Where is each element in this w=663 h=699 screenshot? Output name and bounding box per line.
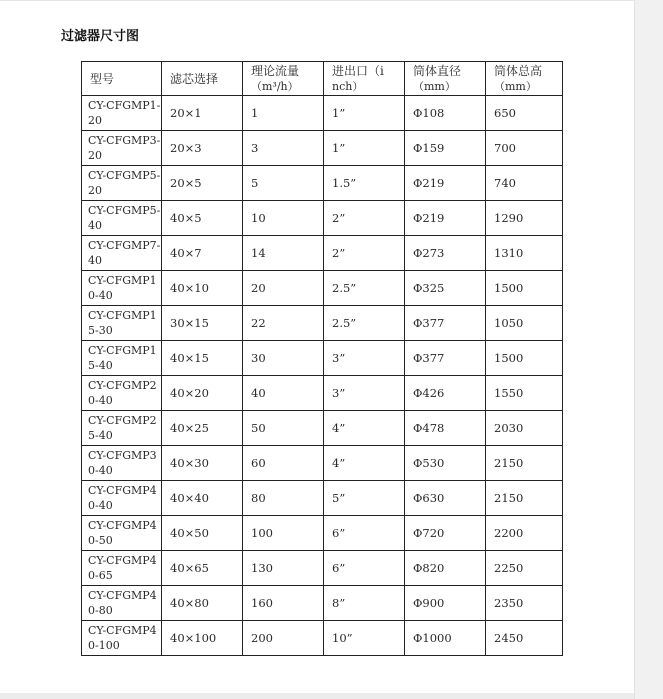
header-unit: （mm）: [413, 80, 456, 93]
filter-dimension-table: [81, 61, 563, 656]
header-label: 进出口（i: [332, 64, 384, 78]
cell-flow: 160: [243, 586, 324, 621]
cell-diameter: Φ900: [405, 586, 486, 621]
cell-flow: 40: [243, 376, 324, 411]
cell-cartridge: 40×15: [162, 341, 243, 376]
cell-cartridge: 20×5: [162, 166, 243, 201]
table-row: [82, 306, 563, 341]
cell-cartridge: 40×5: [162, 201, 243, 236]
cell-inlet: 1”: [324, 131, 405, 166]
table-row: [82, 586, 563, 621]
cell-model: CY-CFGMP5-20: [82, 166, 162, 201]
cell-cartridge: 40×7: [162, 236, 243, 271]
cell-diameter: Φ630: [405, 481, 486, 516]
cell-flow: 130: [243, 551, 324, 586]
cell-cartridge: 40×25: [162, 411, 243, 446]
header-cell-inlet: [324, 62, 405, 96]
cell-flow: 1: [243, 96, 324, 131]
cell-model: CY-CFGMP40-100: [82, 621, 162, 656]
cell-inlet: 2.5”: [324, 271, 405, 306]
cell-model: CY-CFGMP20-40: [82, 376, 162, 411]
cell-diameter: Φ530: [405, 446, 486, 481]
cell-model: CY-CFGMP40-65: [82, 551, 162, 586]
header-label: 筒体总高: [494, 64, 543, 78]
cell-model: CY-CFGMP1-20: [82, 96, 162, 131]
cell-height: 700: [486, 131, 563, 166]
cell-height: 650: [486, 96, 563, 131]
cell-height: 740: [486, 166, 563, 201]
cell-height: 2200: [486, 516, 563, 551]
cell-height: 2150: [486, 446, 563, 481]
table-row: [82, 341, 563, 376]
table-row: [82, 516, 563, 551]
cell-flow: 60: [243, 446, 324, 481]
cell-inlet: 3”: [324, 376, 405, 411]
header-unit: nch）: [332, 80, 364, 93]
page-top-border: [0, 0, 634, 1]
table-row: [82, 271, 563, 306]
cell-inlet: 4”: [324, 411, 405, 446]
header-label: 理论流量: [251, 64, 300, 78]
table-row: [82, 201, 563, 236]
cell-diameter: Φ273: [405, 236, 486, 271]
cell-diameter: Φ377: [405, 341, 486, 376]
cell-model: CY-CFGMP5-40: [82, 201, 162, 236]
cell-cartridge: 40×40: [162, 481, 243, 516]
cell-flow: 3: [243, 131, 324, 166]
cell-inlet: 6”: [324, 516, 405, 551]
cell-cartridge: 40×10: [162, 271, 243, 306]
cell-height: 1050: [486, 306, 563, 341]
cell-inlet: 1.5”: [324, 166, 405, 201]
cell-height: 2150: [486, 481, 563, 516]
cell-diameter: Φ426: [405, 376, 486, 411]
table-row: [82, 551, 563, 586]
cell-model: CY-CFGMP7-40: [82, 236, 162, 271]
cell-flow: 14: [243, 236, 324, 271]
cell-diameter: Φ325: [405, 271, 486, 306]
header-unit: （mm）: [494, 80, 537, 93]
header-cell-flow: [243, 62, 324, 96]
cell-cartridge: 40×50: [162, 516, 243, 551]
cell-height: 1500: [486, 271, 563, 306]
table-row: [82, 481, 563, 516]
cell-height: 2250: [486, 551, 563, 586]
cell-inlet: 5”: [324, 481, 405, 516]
cell-height: 1500: [486, 341, 563, 376]
cell-inlet: 1”: [324, 96, 405, 131]
header-cell-diameter: [405, 62, 486, 96]
cell-model: CY-CFGMP40-80: [82, 586, 162, 621]
cell-flow: 200: [243, 621, 324, 656]
cell-model: CY-CFGMP10-40: [82, 271, 162, 306]
cell-diameter: Φ219: [405, 166, 486, 201]
header-unit: （m³/h）: [251, 80, 299, 93]
table-header-row: [82, 62, 563, 96]
cell-cartridge: 40×80: [162, 586, 243, 621]
cell-height: 2450: [486, 621, 563, 656]
cell-inlet: 3”: [324, 341, 405, 376]
cell-model: CY-CFGMP30-40: [82, 446, 162, 481]
cell-model: CY-CFGMP15-40: [82, 341, 162, 376]
cell-cartridge: 40×30: [162, 446, 243, 481]
cell-height: 2350: [486, 586, 563, 621]
cell-height: 1310: [486, 236, 563, 271]
cell-diameter: Φ159: [405, 131, 486, 166]
table-row: [82, 376, 563, 411]
cell-cartridge: 40×65: [162, 551, 243, 586]
cell-diameter: Φ478: [405, 411, 486, 446]
cell-cartridge: 40×100: [162, 621, 243, 656]
cell-inlet: 2.5”: [324, 306, 405, 341]
side-panel-strip: [634, 0, 663, 699]
cell-model: CY-CFGMP40-50: [82, 516, 162, 551]
cell-inlet: 4”: [324, 446, 405, 481]
cell-cartridge: 20×3: [162, 131, 243, 166]
cell-diameter: Φ377: [405, 306, 486, 341]
cell-diameter: Φ108: [405, 96, 486, 131]
cell-inlet: 10”: [324, 621, 405, 656]
header-cell-height: [486, 62, 563, 96]
cell-diameter: Φ1000: [405, 621, 486, 656]
cell-height: 2030: [486, 411, 563, 446]
table-row: [82, 621, 563, 656]
cell-flow: 22: [243, 306, 324, 341]
header-cell-cartridge: [162, 62, 243, 96]
cell-flow: 20: [243, 271, 324, 306]
table-row: [82, 446, 563, 481]
cell-model: CY-CFGMP25-40: [82, 411, 162, 446]
header-cell-model: [82, 62, 162, 96]
section-heading: 过滤器尺寸图: [61, 29, 140, 44]
cell-flow: 50: [243, 411, 324, 446]
cell-flow: 10: [243, 201, 324, 236]
cell-cartridge: 20×1: [162, 96, 243, 131]
cell-flow: 100: [243, 516, 324, 551]
cell-model: CY-CFGMP40-40: [82, 481, 162, 516]
cell-inlet: 6”: [324, 551, 405, 586]
cell-cartridge: 30×15: [162, 306, 243, 341]
header-label: 型号: [90, 71, 115, 86]
cell-diameter: Φ219: [405, 201, 486, 236]
cell-model: CY-CFGMP3-20: [82, 131, 162, 166]
cell-cartridge: 40×20: [162, 376, 243, 411]
table-row: [82, 96, 563, 131]
cell-flow: 80: [243, 481, 324, 516]
cell-flow: 30: [243, 341, 324, 376]
cell-inlet: 2”: [324, 201, 405, 236]
cell-model: CY-CFGMP15-30: [82, 306, 162, 341]
table-body: [82, 96, 563, 656]
table-row: [82, 236, 563, 271]
cell-flow: 5: [243, 166, 324, 201]
cell-inlet: 2”: [324, 236, 405, 271]
cell-height: 1290: [486, 201, 563, 236]
table-row: [82, 131, 563, 166]
cell-diameter: Φ720: [405, 516, 486, 551]
cell-diameter: Φ820: [405, 551, 486, 586]
header-label: 筒体直径: [413, 64, 462, 78]
cell-height: 1550: [486, 376, 563, 411]
cell-inlet: 8”: [324, 586, 405, 621]
header-label: 滤芯选择: [170, 71, 219, 86]
table-row: [82, 166, 563, 201]
table-row: [82, 411, 563, 446]
